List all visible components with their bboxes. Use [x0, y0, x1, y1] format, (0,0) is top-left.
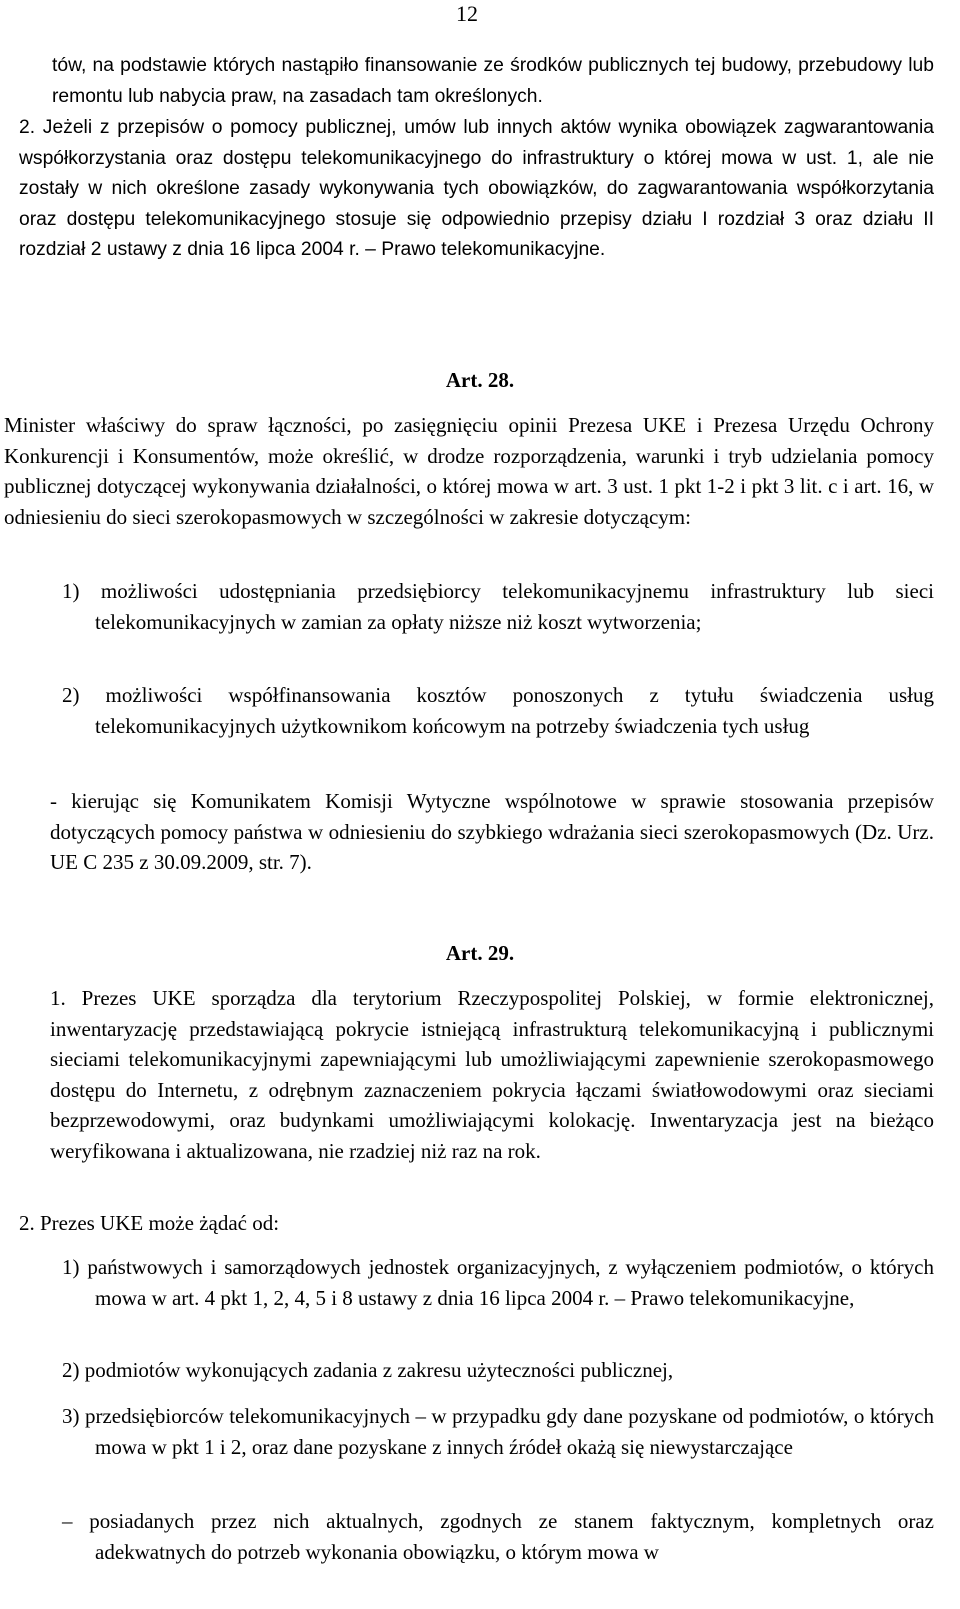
art28-heading: Art. 28.: [445, 368, 515, 392]
art28-closing: - kierując się Komunikatem Komisji Wytyczne wspólnotowe w sprawie stosowania przepisów dotyczących pomocy państwa w odniesieniu do szybkiego wdrażania sieci szerokopasmowych (Dz. Urz. UE C 235 z 30.09.2009, str. 7).: [50, 789, 934, 874]
art29-paragraph-1: 1. Prezes UKE sporządza dla terytorium Rzeczypospolitej Polskiej, w formie elektronicznej, inwentaryzację przedstawiającą pokrycie istniejącą infrastrukturą telekomunikacyjną i publicznymi sieciami telekomunikacyjnymi zapewniającymi lub umożliwiającymi zapewnienie szerokopasmowego dostępu do Internetu, z odrębnym zaznaczeniem pokrycia łączami światłowodowymi oraz sieciami bezprzewodowymi, oraz budynkami umożliwiającymi kolokację. Inwentaryzacja jest na bieżąco weryfikowana i aktualizowana, nie rzadziej niż raz na rok.: [50, 986, 934, 1163]
art27-paragraph-1-continued: tów, na podstawie których nastąpiło finansowanie ze środków publicznych tej budowy, przebudowy lub remontu lub nabycia praw, na zasadach tam określonych.: [52, 55, 934, 107]
art28-item-2: 2) możliwości współfinansowania kosztów ponoszonych z tytułu świadczenia usług telekomunikacyjnych użytkownikom końcowym na potrzeby świadczenia tych usług: [62, 683, 934, 738]
art29-heading: Art. 29.: [445, 941, 515, 965]
art28-item-1: 1) możliwości udostępniania przedsiębiorcy telekomunikacyjnemu infrastruktury lub sieci telekomunikacyjnych w zamian za opłaty niższe niż koszt wytworzenia;: [62, 579, 934, 634]
art27-paragraph-2: 2. Jeżeli z przepisów o pomocy publicznej, umów lub innych aktów wynika obowiązek zagwarantowania współkorzystania oraz dostępu telekomunikacyjnego do infrastruktury o której mowa w ust. 1, ale nie zostały w nich określone zasady wykonywania tych obowiązków, do zagwarantowania współkorzytania oraz dostępu telekomunikacyjnego stosuje się odpowiednio przepisy działu I rozdział 3 oraz działu II rozdział 2 ustawy z dnia 16 lipca 2004 r. – Prawo telekomunikacyjne.: [19, 117, 934, 260]
art29-item-3: 3) przedsiębiorców telekomunikacyjnych – w przypadku gdy dane pozyskane od podmiotów, o których mowa w pkt 1 i 2, oraz dane pozyskane z innych źródeł okażą się niewystarczające: [62, 1404, 934, 1459]
page-number: 12: [456, 1, 478, 26]
art28-intro: Minister właściwy do spraw łączności, po zasięgnięciu opinii Prezesa UKE i Prezesa Urzędu Ochrony Konkurencji i Konsumentów, może określić, w drodze rozporządzenia, warunki i tryb udzielania pomocy publicznej dotyczącej wykonywania działalności, o której mowa w art. 3 ust. 1 pkt 1-2 i pkt 3 lit. c i art. 16, w odniesieniu do sieci szerokopasmowych w szczególności w zakresie dotyczącym:: [4, 413, 934, 529]
art29-item-1: 1) państwowych i samorządowych jednostek organizacyjnych, z wyłączeniem podmiotów, o których mowa w art. 4 pkt 1, 2, 4, 5 i 8 ustawy z dnia 16 lipca 2004 r. – Prawo telekomunikacyjne,: [62, 1255, 934, 1310]
art29-paragraph-2: 2. Prezes UKE może żądać od:: [19, 1211, 280, 1235]
art29-dash-item: – posiadanych przez nich aktualnych, zgodnych ze stanem faktycznym, kompletnych oraz adekwatnych do potrzeb wykonania obowiązku, o którym mowa w: [62, 1509, 934, 1564]
art29-item-2: 2) podmiotów wykonujących zadania z zakresu użyteczności publicznej,: [62, 1358, 674, 1382]
